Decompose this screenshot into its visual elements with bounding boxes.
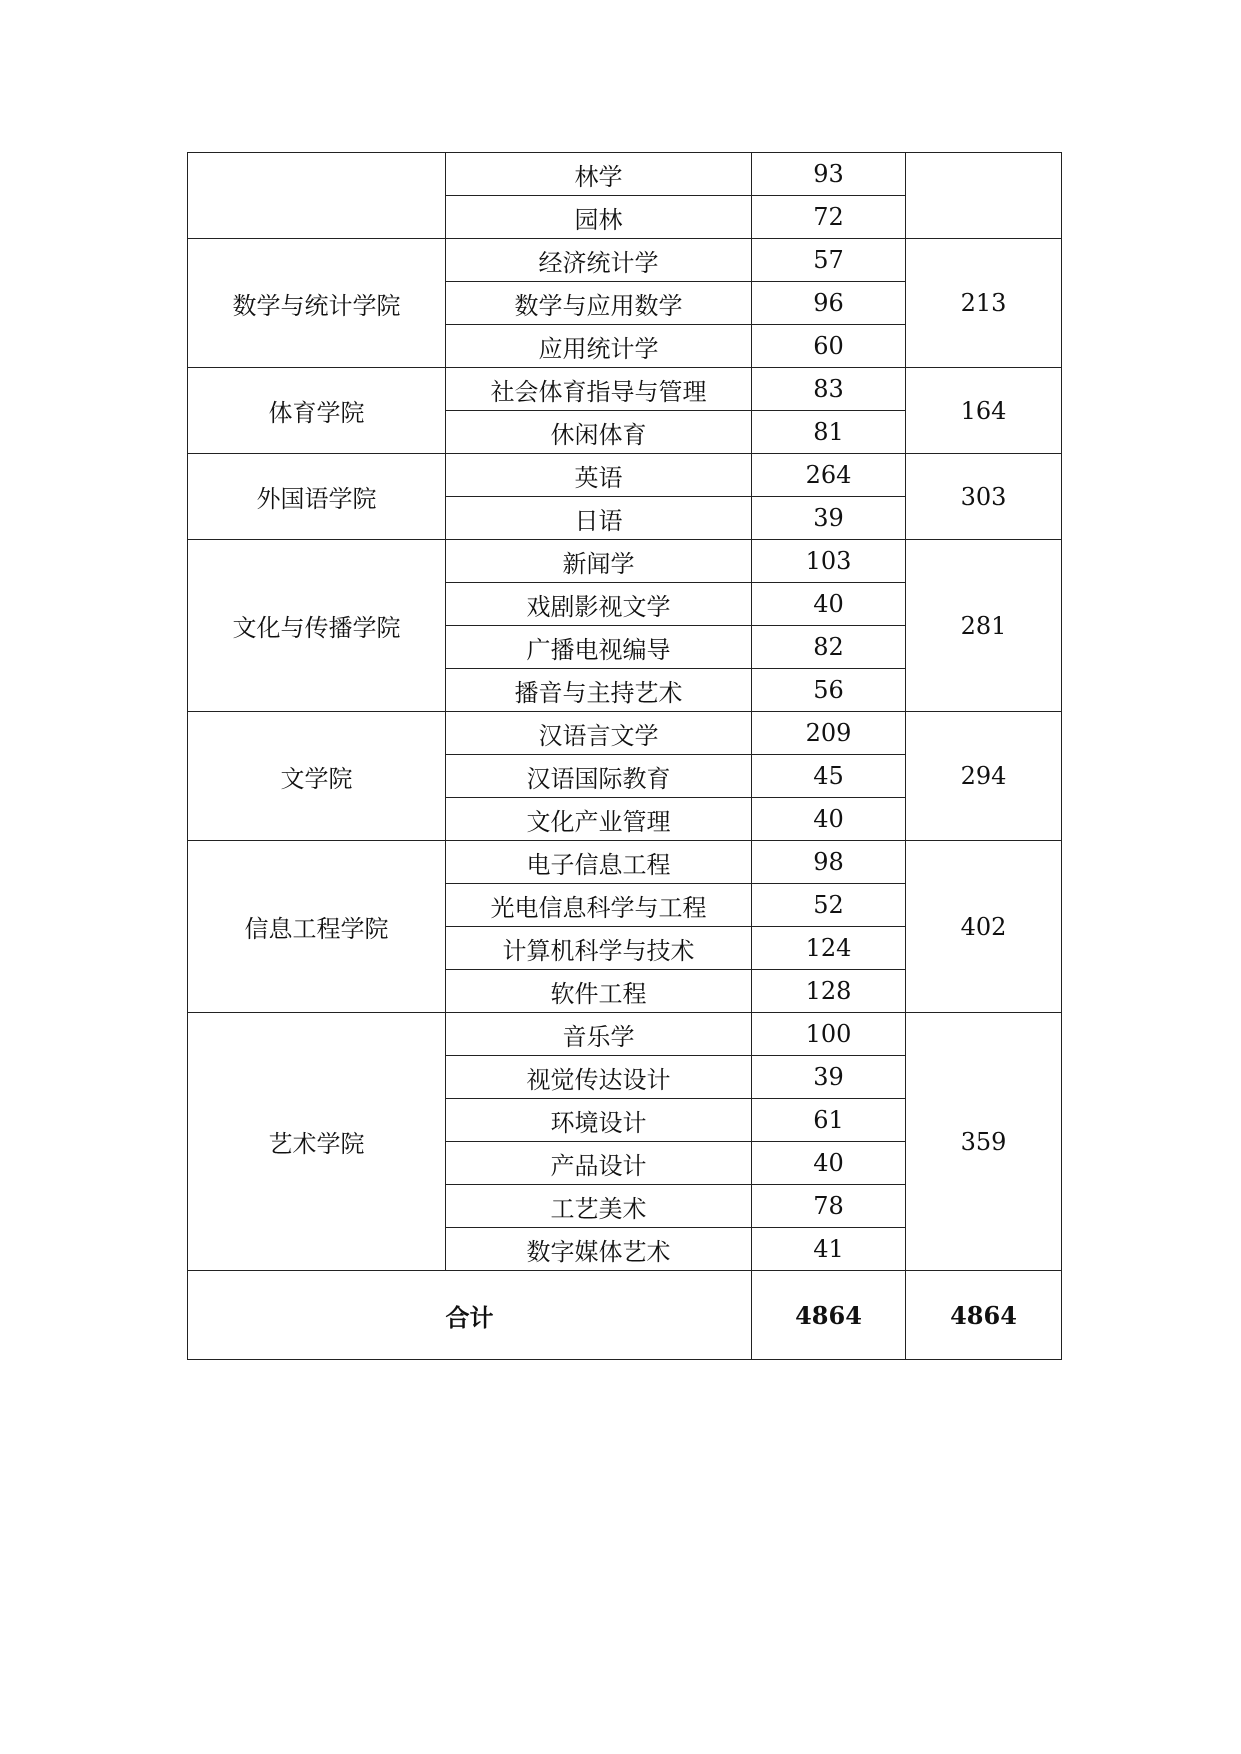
count-cell: 39: [752, 1056, 906, 1099]
major-cell: 数学与应用数学: [446, 282, 752, 325]
count-cell: 81: [752, 411, 906, 454]
major-cell: 汉语言文学: [446, 712, 752, 755]
major-cell: 日语: [446, 497, 752, 540]
count-cell: 45: [752, 755, 906, 798]
major-cell: 园林: [446, 196, 752, 239]
count-cell: 103: [752, 540, 906, 583]
table-row: [188, 712, 1062, 755]
count-cell: 41: [752, 1228, 906, 1271]
major-cell: 音乐学: [446, 1013, 752, 1056]
major-cell: 光电信息科学与工程: [446, 884, 752, 927]
college-cell: 文学院: [188, 712, 446, 841]
major-cell: 电子信息工程: [446, 841, 752, 884]
count-cell: 124: [752, 927, 906, 970]
count-cell: 39: [752, 497, 906, 540]
major-cell: 新闻学: [446, 540, 752, 583]
major-cell: 戏剧影视文学: [446, 583, 752, 626]
college-cell: 外国语学院: [188, 454, 446, 540]
count-cell: 83: [752, 368, 906, 411]
count-cell: 93: [752, 153, 906, 196]
table-row: [188, 841, 1062, 884]
major-cell: 英语: [446, 454, 752, 497]
major-cell: 播音与主持艺术: [446, 669, 752, 712]
major-cell: 数字媒体艺术: [446, 1228, 752, 1271]
table-row: [188, 454, 1062, 497]
total-label: 合计: [188, 1271, 752, 1360]
count-cell: 57: [752, 239, 906, 282]
college-total-cell: 359: [906, 1013, 1062, 1271]
major-cell: 社会体育指导与管理: [446, 368, 752, 411]
college-cell: 文化与传播学院: [188, 540, 446, 712]
count-cell: 128: [752, 970, 906, 1013]
total-row: [188, 1271, 1062, 1360]
count-cell: 82: [752, 626, 906, 669]
table-row: [188, 153, 1062, 196]
major-cell: 林学: [446, 153, 752, 196]
table-row: [188, 540, 1062, 583]
major-cell: 工艺美术: [446, 1185, 752, 1228]
count-cell: 78: [752, 1185, 906, 1228]
college-total-cell: 164: [906, 368, 1062, 454]
count-cell: 100: [752, 1013, 906, 1056]
count-cell: 61: [752, 1099, 906, 1142]
college-cell: 数学与统计学院: [188, 239, 446, 368]
count-cell: 72: [752, 196, 906, 239]
table-row: [188, 1013, 1062, 1056]
college-cell: 体育学院: [188, 368, 446, 454]
college-total-cell: 213: [906, 239, 1062, 368]
major-cell: 产品设计: [446, 1142, 752, 1185]
count-cell: 40: [752, 798, 906, 841]
count-cell: 60: [752, 325, 906, 368]
count-cell: 40: [752, 1142, 906, 1185]
college-total-cell: 294: [906, 712, 1062, 841]
college-cell: [188, 153, 446, 239]
major-cell: 计算机科学与技术: [446, 927, 752, 970]
college-total-cell: 303: [906, 454, 1062, 540]
count-cell: 56: [752, 669, 906, 712]
college-total-cell: 281: [906, 540, 1062, 712]
total-count: 4864: [752, 1271, 906, 1360]
enrollment-table-body: [188, 153, 1062, 1271]
major-cell: 文化产业管理: [446, 798, 752, 841]
college-total-cell: [906, 153, 1062, 239]
table-row: [188, 239, 1062, 282]
major-cell: 视觉传达设计: [446, 1056, 752, 1099]
count-cell: 40: [752, 583, 906, 626]
count-cell: 264: [752, 454, 906, 497]
count-cell: 209: [752, 712, 906, 755]
major-cell: 经济统计学: [446, 239, 752, 282]
college-total-cell: 402: [906, 841, 1062, 1013]
college-cell: 艺术学院: [188, 1013, 446, 1271]
major-cell: 休闲体育: [446, 411, 752, 454]
grand-total: 4864: [906, 1271, 1062, 1360]
count-cell: 96: [752, 282, 906, 325]
major-cell: 环境设计: [446, 1099, 752, 1142]
college-cell: 信息工程学院: [188, 841, 446, 1013]
count-cell: 98: [752, 841, 906, 884]
enrollment-table: [187, 152, 1062, 1360]
table-row: [188, 368, 1062, 411]
major-cell: 广播电视编导: [446, 626, 752, 669]
count-cell: 52: [752, 884, 906, 927]
major-cell: 软件工程: [446, 970, 752, 1013]
major-cell: 汉语国际教育: [446, 755, 752, 798]
major-cell: 应用统计学: [446, 325, 752, 368]
